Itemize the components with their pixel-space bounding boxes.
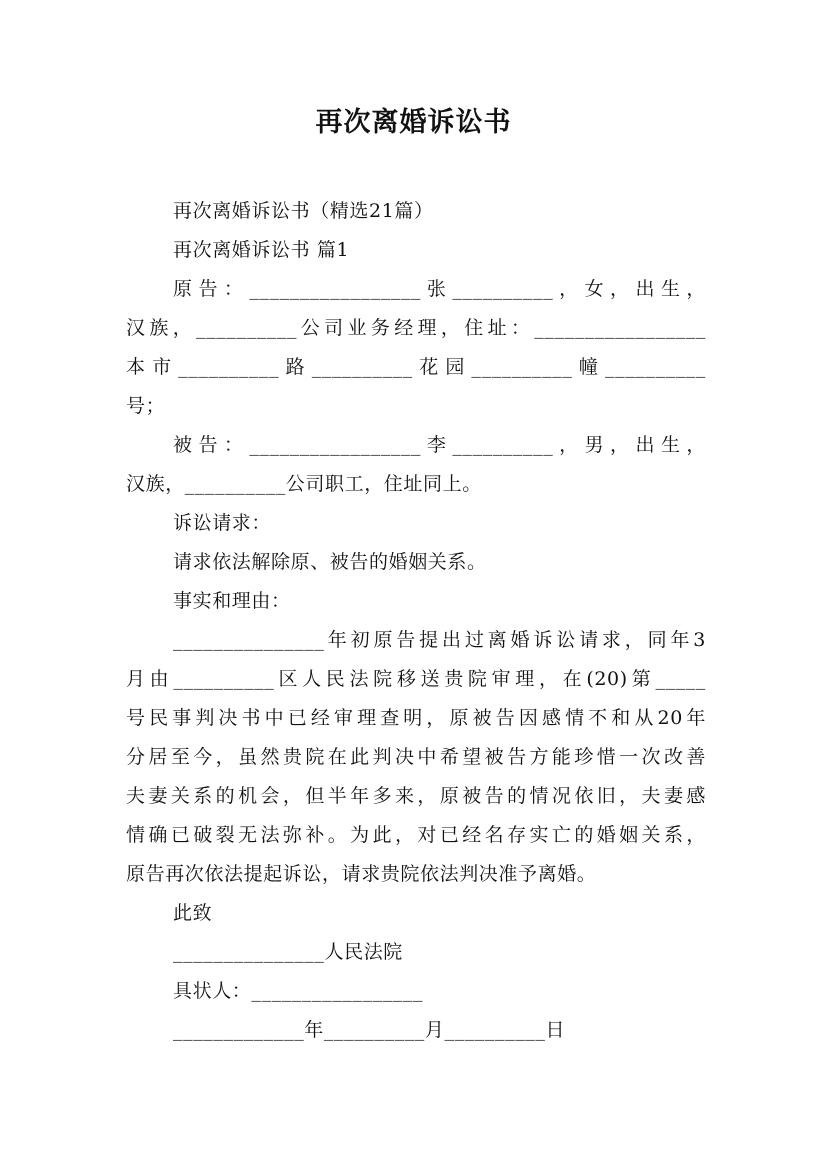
- claims-text: 请求依法解除原、被告的婚姻关系。: [173, 551, 487, 573]
- claims-heading: 诉讼请求：: [173, 512, 272, 534]
- document-title: 再次离婚诉讼书: [315, 107, 512, 138]
- plaintiff-address-line: 本市__________路__________花园__________幢__________: [126, 356, 706, 378]
- subtitle-line: 再次离婚诉讼书（精选21篇）: [173, 200, 434, 222]
- plaintiff-line: 原告：_________________张__________，女，出生，: [173, 278, 706, 300]
- facts-paragraph-line: 分居至今，虽然贵院在此判决中希望被告方能珍惜一次改善: [126, 746, 706, 768]
- facts-paragraph-line: _______________年初原告提出过离婚诉讼请求，同年3: [173, 629, 706, 651]
- facts-paragraph-line: 原告再次依法提起诉讼，请求贵院依法判决准予离婚。: [126, 863, 597, 885]
- defendant-line-2: 汉族，__________公司职工，住址同上。: [126, 473, 482, 495]
- signature-line: 具状人：_________________: [173, 980, 424, 1002]
- plaintiff-address-end: 号；: [126, 395, 166, 417]
- defendant-line: 被告：_________________李__________，男，出生，: [173, 434, 706, 456]
- facts-paragraph-line: 夫妻关系的机会，但半年多来，原被告的情况依旧，夫妻感: [126, 785, 706, 807]
- facts-paragraph-line: 号民事判决书中已经审理查明，原被告因感情不和从20年: [126, 707, 706, 729]
- facts-heading: 事实和理由：: [173, 590, 291, 612]
- salutation: 此致: [173, 902, 213, 924]
- facts-paragraph-line: 月由__________区人民法院移送贵院审理，在(20)第_____: [126, 668, 706, 690]
- facts-paragraph-line: 情确已破裂无法弥补。为此，对已经名存实亡的婚姻关系，: [126, 824, 706, 846]
- plaintiff-line-2: 汉族，__________公司业务经理，住址：_________________: [126, 317, 706, 339]
- date-line: _____________年__________月__________日: [173, 1019, 566, 1041]
- court-line: _______________人民法院: [173, 941, 403, 963]
- section-heading: 再次离婚诉讼书 篇1: [173, 239, 350, 261]
